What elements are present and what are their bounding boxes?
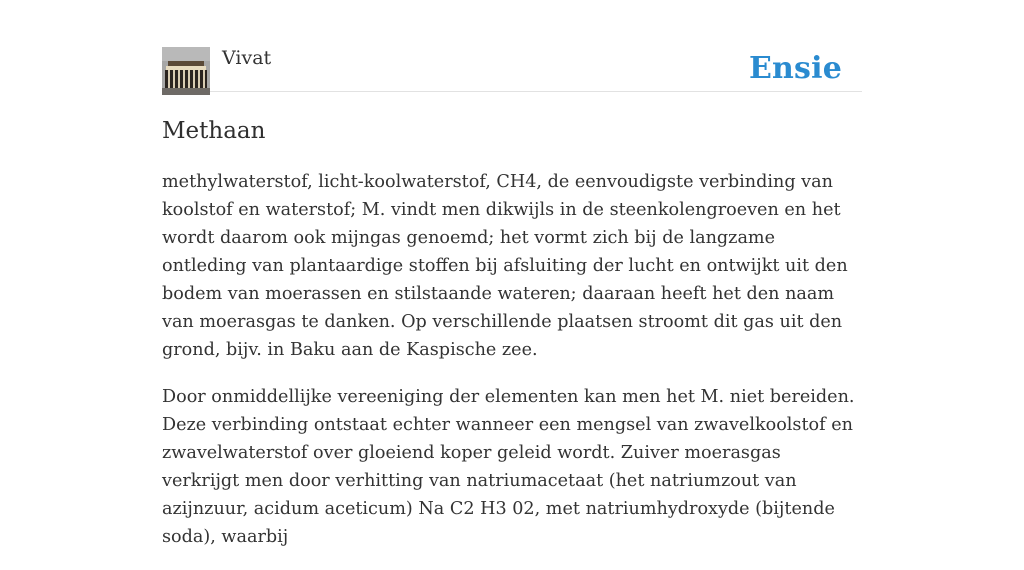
author-name[interactable]: Vivat xyxy=(222,47,272,69)
article-paragraph: methylwaterstof, licht-koolwaterstof, CH4, de eenvoudigste verbinding van koolstof en waterstof; M. vindt men dikwijls in de steenkolengroeven en het wordt daarom ook mijngas genoemd; het vormt zich bij de langzame ontleding van plantaardige stoffen bij afsluiting der lucht en ontwijkt uit den bodem van moerassen en stilstaande wateren; daaraan heeft het den naam van moerasgas te danken. Op verschillende plaatsen stroomt dit gas uit den grond, bijv. in Baku aan de Kaspische zee. xyxy=(162,172,848,360)
avatar-image-icon xyxy=(162,47,210,95)
site-logo[interactable]: Ensie xyxy=(748,51,842,86)
article-title: Methaan xyxy=(162,118,266,144)
article-paragraph: Door onmiddellijke vereeniging der elementen kan men het M. niet bereiden. Deze verbinding ontstaat echter wanneer een mengsel van zwavelkoolstof en zwavelwaterstof over gloeiend koper geleid wordt. Zuiver moerasgas verkrijgt men door verhitting van natriumacetaat (het natriumzout van azijnzuur, acidum aceticum) Na C2 H3 02, met natriumhydroxyde (bijtende soda), waarbij xyxy=(162,387,855,547)
author-avatar[interactable] xyxy=(162,47,210,95)
header xyxy=(162,46,862,92)
article-body xyxy=(162,168,862,570)
